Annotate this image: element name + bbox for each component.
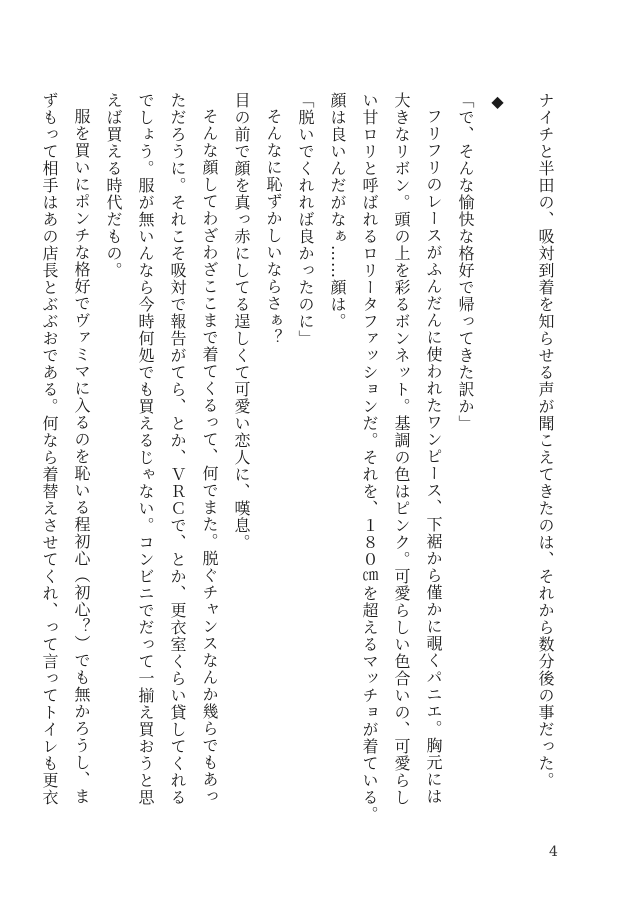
text-line: でしょう。服が無いんなら今時何処でも買えるじゃない。コンビニでだって一揃え買おうと思 <box>136 92 155 806</box>
page-number: 4 <box>549 844 558 860</box>
text-line: ただろうに。それこそ吸対で報告がてら、とか、ＶＲＣで、とか、更衣室くらい貸してくれる <box>168 92 187 806</box>
vertical-text-body <box>33 92 561 823</box>
text-line: 「で、そんな愉快な格好で帰ってきた訳か」 <box>456 92 475 432</box>
text-line: い甘ロリと呼ばれるロリータファッションだ。それを、１８０㎝を超えるマッチョが着ている。 <box>360 92 379 823</box>
text-line: 大きなリボン。頭の上を彩るボンネット。基調の色はピンク。可愛らしい色合いの、可愛らし <box>392 92 411 806</box>
text-line: フリフリのレースがふんだんに使われたワンピース、下裾から僅かに覗くパニエ。胸元には <box>424 108 443 805</box>
text-line: ナイチと半田の、吸対到着を知らせる声が聞こえてきたのは、それから数分後の事だった。 <box>536 92 555 789</box>
text-line: 目の前で顔を真っ赤にしてる逞しくて可愛い恋人に、嘆息。 <box>232 92 251 551</box>
section-marker-diamond: ◆ <box>488 92 507 112</box>
text-line: そんなに恥ずかしいならさぁ？ <box>264 108 283 346</box>
text-line: えば買える時代だもの。 <box>104 92 123 279</box>
text-line: そんな顔してわざわざここまで着てくるって、何でまた。脱ぐチャンスなんか幾らでもあっ <box>200 108 219 805</box>
text-line: ずもって相手はあの店長とぶぶおである。何なら着替えさせてくれ、って言ってトイレも更衣 <box>40 92 59 806</box>
text-line: 「脱いでくれれば良かったのに」 <box>296 92 315 347</box>
text-line: 顔は良いんだがなぁ……顔は。 <box>328 92 347 330</box>
text-line: 服を買いにポンチな格好でヴァミマに入るのを恥いる程初心（初心？）でも無かろうし、ま <box>72 108 91 805</box>
